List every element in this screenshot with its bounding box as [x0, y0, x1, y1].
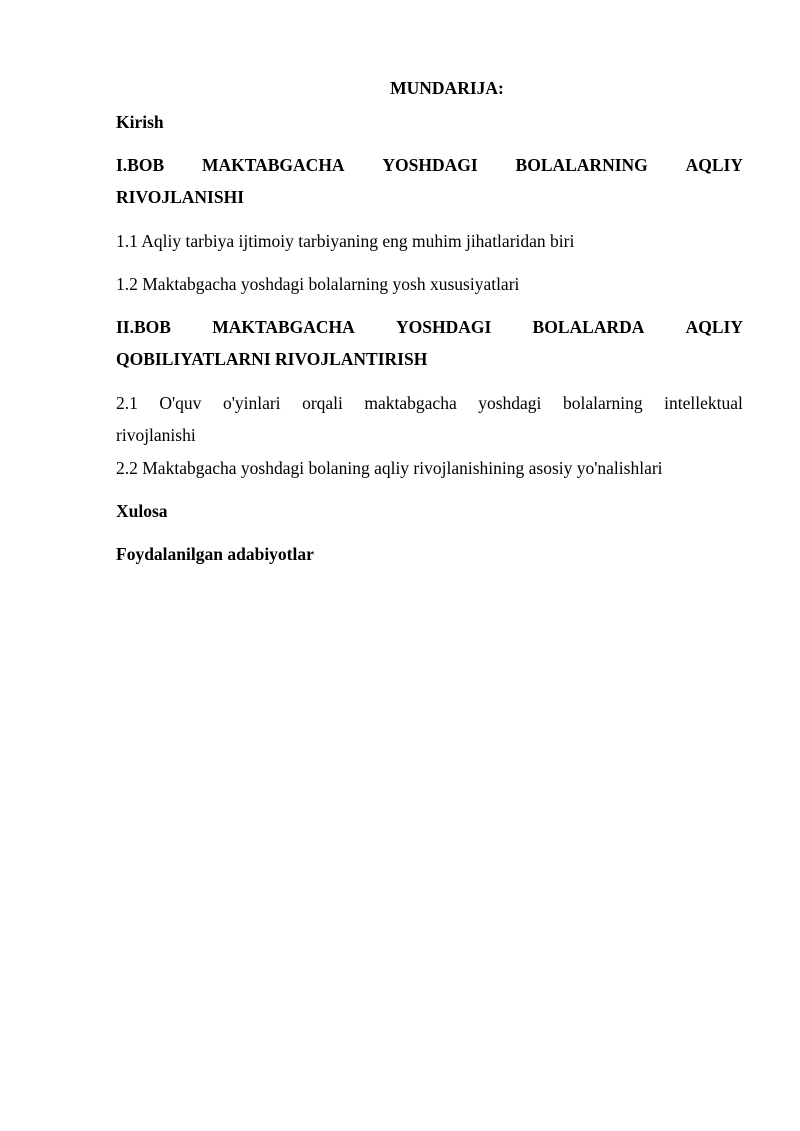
toc-word: BOLALARNING — [515, 155, 648, 175]
toc-section-2-1-line-1 — [116, 387, 743, 419]
toc-word: yoshdagi — [478, 393, 542, 413]
toc-word: bolalarning — [562, 393, 643, 413]
toc-chapter-2 — [116, 311, 743, 375]
toc-word: MAKTABGACHA — [212, 317, 355, 337]
toc-chapter-1-line-1 — [116, 149, 743, 181]
toc-chapter-2-line-1 — [116, 311, 743, 343]
toc-section-1-1: 1.1 Aqliy tarbiya ijtimoiy tarbiyaning eng muhim jihatlaridan biri — [116, 231, 575, 251]
toc-section-2-1-line-2: rivojlanishi — [116, 425, 196, 445]
toc-word: II.BOB — [116, 317, 171, 337]
toc-word: MAKTABGACHA — [201, 155, 345, 175]
toc-word: O'quv — [159, 393, 202, 413]
toc-conclusion: Xulosa — [116, 501, 168, 521]
toc-section-2-2: 2.2 Maktabgacha yoshdagi bolaning aqliy rivojlanishining asosiy yo'nalishlari — [116, 458, 663, 478]
toc-word: YOSHDAGI — [396, 317, 492, 337]
toc-word: intellektual — [664, 393, 743, 413]
toc-word: I.BOB — [116, 155, 165, 175]
toc-chapter-2-line-2: QOBILIYATLARNI RIVOJLANTIRISH — [116, 349, 428, 369]
toc-word: YOSHDAGI — [382, 155, 478, 175]
page-title: MUNDARIJA: — [390, 78, 504, 98]
toc-word: o'yinlari — [222, 393, 281, 413]
toc-word: BOLALARDA — [532, 317, 645, 337]
toc-word: AQLIY — [685, 155, 743, 175]
toc-word: 2.1 — [116, 393, 138, 413]
toc-word: maktabgacha — [364, 393, 457, 413]
toc-section-1-2: 1.2 Maktabgacha yoshdagi bolalarning yosh xususiyatlari — [116, 274, 520, 294]
toc-section-2-1 — [116, 387, 743, 451]
toc-references: Foydalanilgan adabiyotlar — [116, 544, 314, 564]
toc-word: orqali — [302, 393, 343, 413]
toc-chapter-1-line-2: RIVOJLANISHI — [116, 187, 245, 207]
toc-chapter-1 — [116, 149, 743, 213]
toc-word: AQLIY — [685, 317, 743, 337]
toc-intro: Kirish — [116, 112, 164, 132]
